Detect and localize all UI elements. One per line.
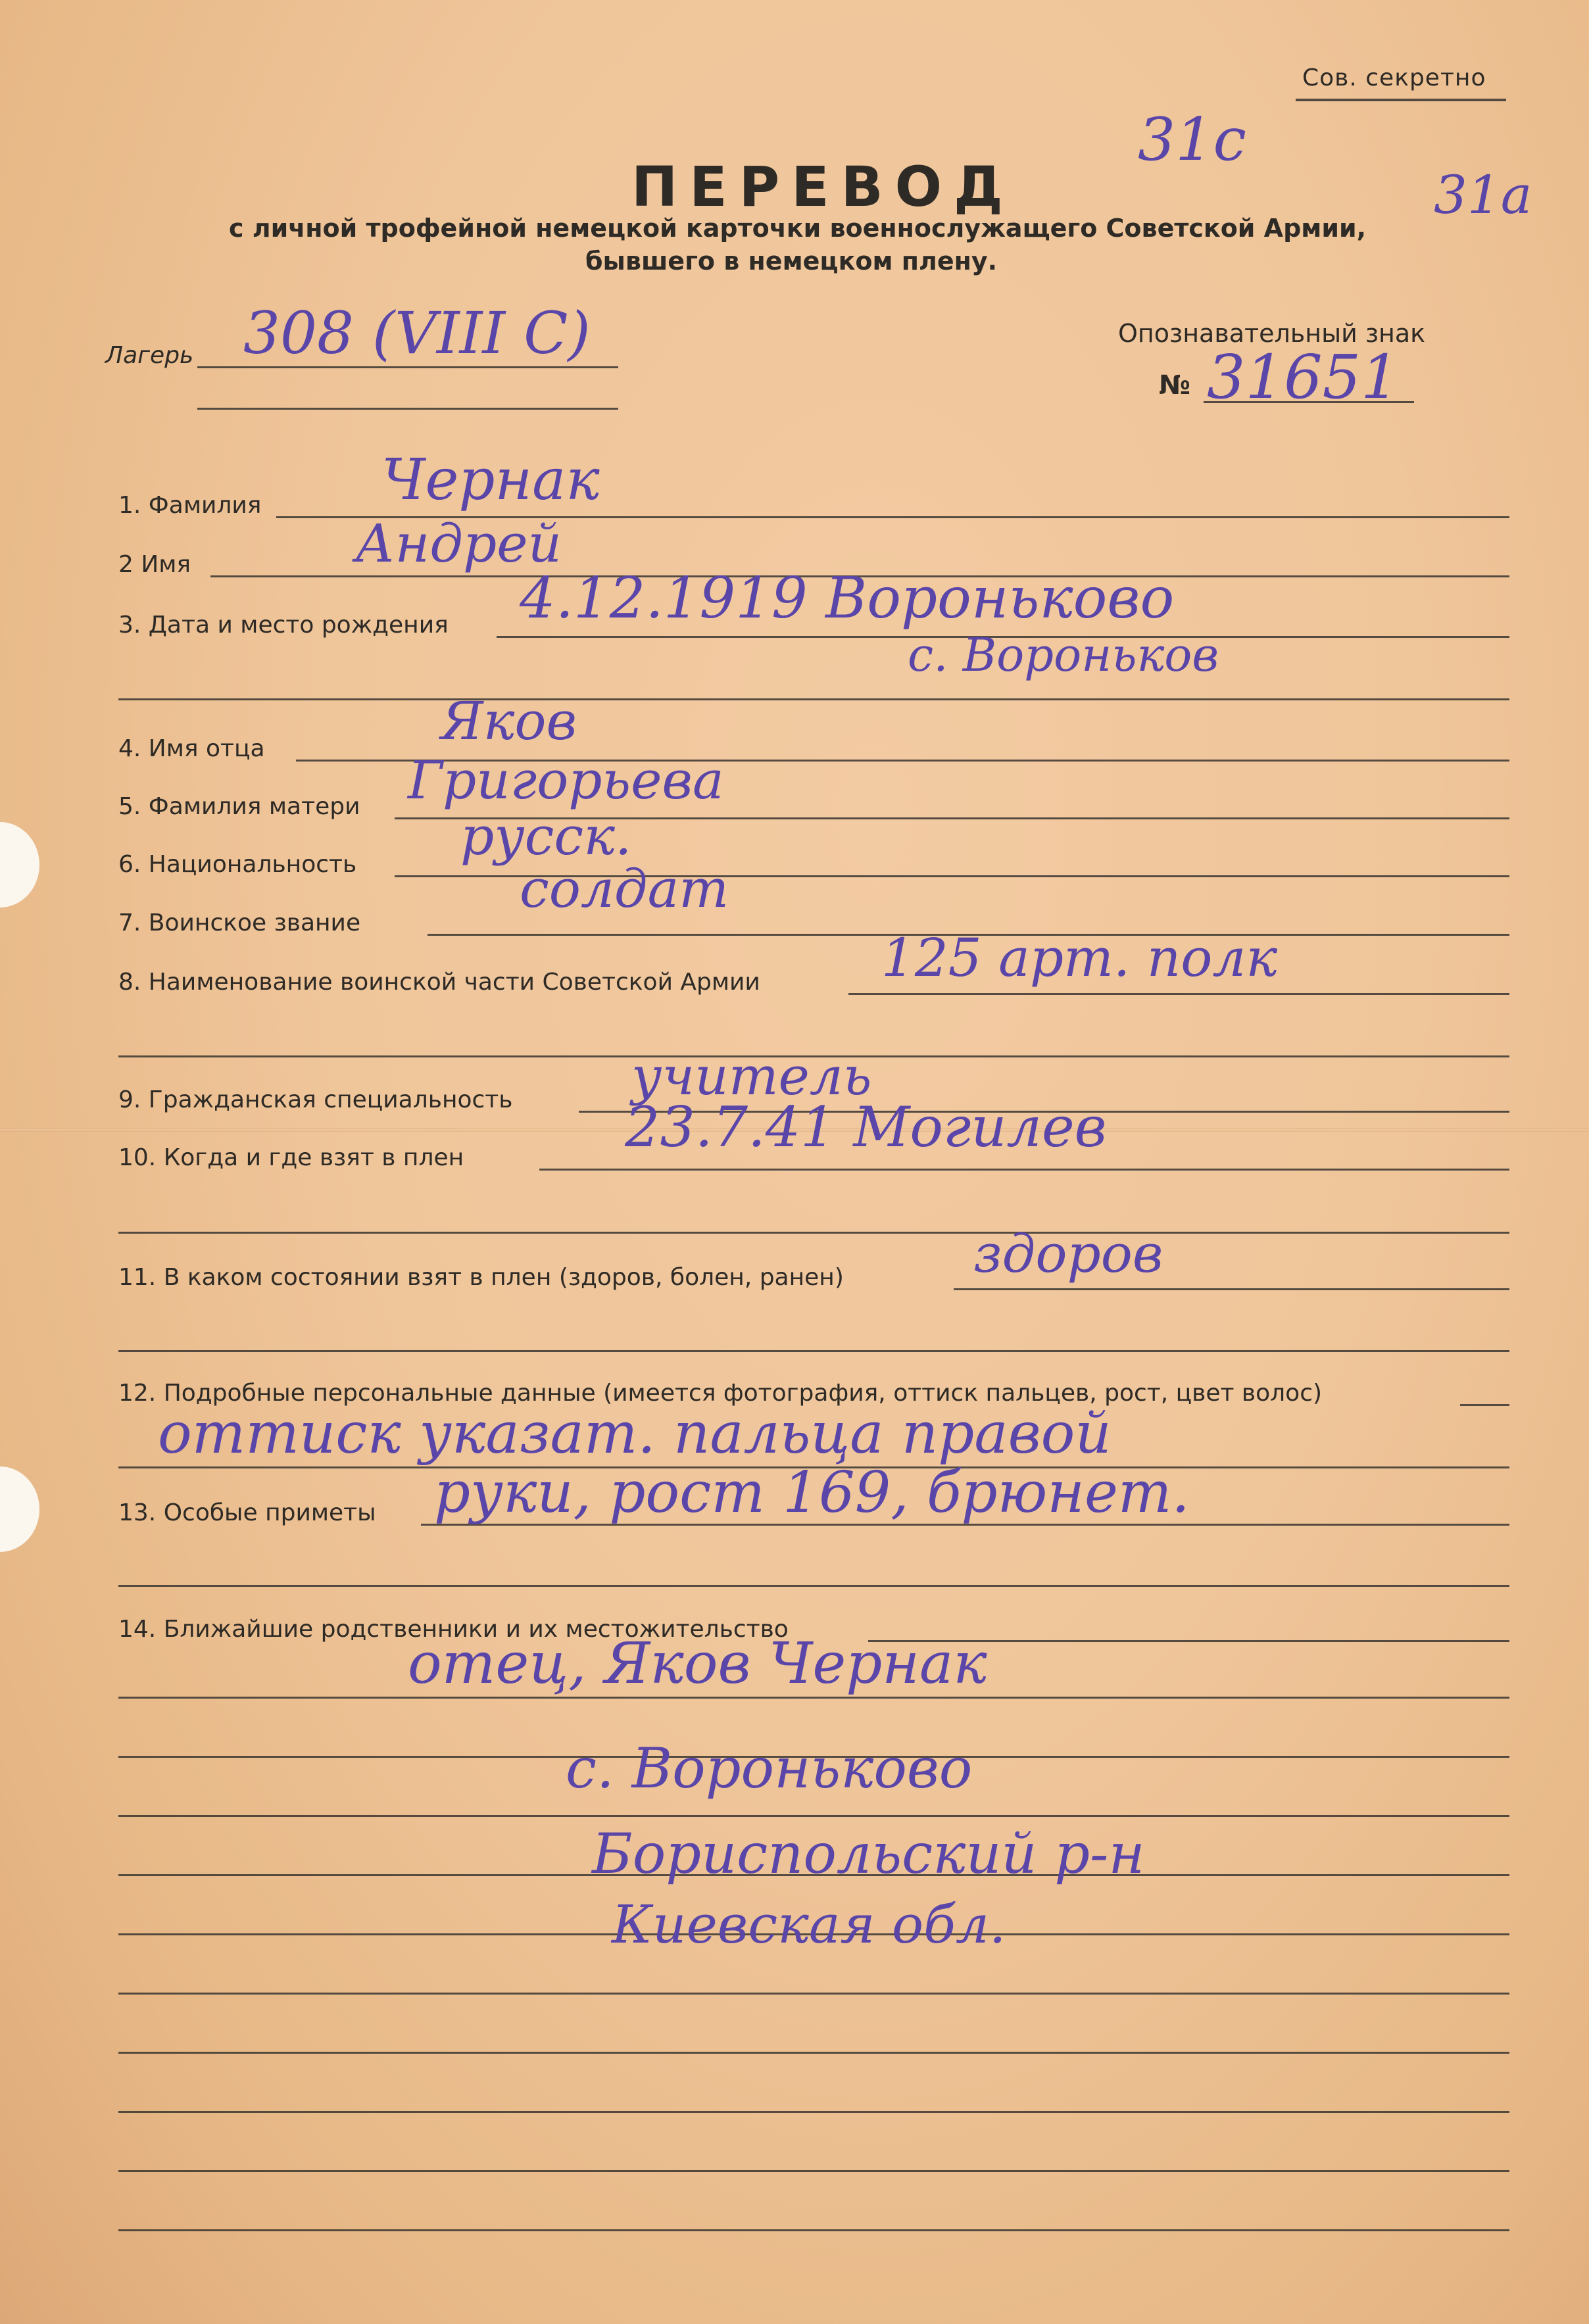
punch-hole-top xyxy=(0,822,39,908)
relatives-line-7 xyxy=(118,2052,1509,2054)
field-11-value: здоров xyxy=(973,1223,1163,1284)
relatives-line-3 xyxy=(118,1815,1509,1817)
field-11-extra-line xyxy=(118,1350,1509,1352)
field-1-value: Чернак xyxy=(381,447,600,513)
camp-line-2 xyxy=(197,408,618,410)
field-12-label: 12. Подробные персональные данные (имеется фотография, оттиск пальцев, рост, цвет волос) xyxy=(118,1380,1323,1407)
camp-value: 308 (VIII С) xyxy=(243,299,591,367)
field-14-label: 14. Ближайшие родственники и их местожительство xyxy=(118,1616,789,1643)
field-1-label: 1. Фамилия xyxy=(118,492,262,519)
field-3-extra-line xyxy=(118,698,1509,700)
relatives-value-line-2: с. Вороньково xyxy=(566,1736,973,1801)
field-7-value: солдат xyxy=(520,858,729,919)
relatives-line-8 xyxy=(118,2111,1509,2113)
relatives-line-6 xyxy=(118,1993,1509,1995)
field-10-extra-line xyxy=(118,1232,1509,1234)
field-9-value: учитель xyxy=(631,1046,872,1107)
field-5-label: 5. Фамилия матери xyxy=(118,793,360,820)
field-4-label: 4. Имя отца xyxy=(118,735,265,762)
id-tag-number-prefix: № xyxy=(1159,370,1191,400)
relatives-value-line-3: Бориспольский р-н xyxy=(592,1822,1145,1886)
field-3-value: 4.12.1919 Вороньково xyxy=(520,566,1175,631)
field-8-value: 125 арт. полк xyxy=(881,927,1278,988)
subtitle-line-2: бывшего в немецком плену. xyxy=(585,247,998,276)
relatives-line-1 xyxy=(118,1697,1509,1699)
camp-label: Лагерь xyxy=(105,342,194,369)
field-3-value-line-2: с. Вороньков xyxy=(908,628,1219,682)
field-2-value: Андрей xyxy=(355,513,562,574)
field-12-line xyxy=(1460,1404,1509,1406)
field-4-value: Яков xyxy=(441,690,577,752)
relatives-value-line-1: отец, Яков Чернак xyxy=(408,1631,987,1697)
margin-note-31a: 31а xyxy=(1434,164,1532,226)
classification-underline xyxy=(1296,99,1506,101)
field-5-value: Григорьева xyxy=(408,750,724,811)
punch-hole-bottom xyxy=(0,1466,39,1552)
margin-note-31c: 31с xyxy=(1138,105,1246,174)
relatives-line-9 xyxy=(118,2170,1509,2172)
field-13-extra-line xyxy=(118,1585,1509,1587)
field-8-label: 8. Наименование воинской части Советской Армии xyxy=(118,969,760,996)
field-11-line xyxy=(954,1288,1509,1290)
field-9-label: 9. Гражданская специальность xyxy=(118,1086,513,1113)
relatives-line-10 xyxy=(118,2229,1509,2231)
field-7-label: 7. Воинское звание xyxy=(118,909,361,936)
field-13-value: руки, рост 169, брюнет. xyxy=(434,1460,1190,1526)
page-title: ПЕРЕВОД xyxy=(631,155,1015,219)
classification-stamp: Сов. секретно xyxy=(1302,64,1486,91)
field-2-label: 2 Имя xyxy=(118,551,191,578)
id-tag-label: Опознавательный знак xyxy=(1118,319,1426,348)
field-13-label: 13. Особые приметы xyxy=(118,1499,376,1526)
field-10-value: 23.7.41 Могилев xyxy=(625,1095,1107,1159)
field-6-label: 6. Национальность xyxy=(118,851,357,878)
field-12-value: оттиск указат. пальца правой xyxy=(158,1401,1112,1466)
field-10-label: 10. Когда и где взят в плен xyxy=(118,1144,464,1171)
field-10-line xyxy=(539,1169,1509,1171)
field-6-value: русск. xyxy=(460,806,632,867)
field-3-label: 3. Дата и место рождения xyxy=(118,612,449,639)
id-tag-value: 31651 xyxy=(1207,342,1400,412)
field-11-label: 11. В каком состоянии взят в плен (здоров, болен, ранен) xyxy=(118,1264,844,1291)
subtitle-line-1: с личной трофейной немецкой карточки военнослужащего Советской Армии, xyxy=(229,214,1367,243)
relatives-value-line-4: Киевская обл. xyxy=(612,1894,1006,1955)
field-8-line xyxy=(848,993,1509,995)
